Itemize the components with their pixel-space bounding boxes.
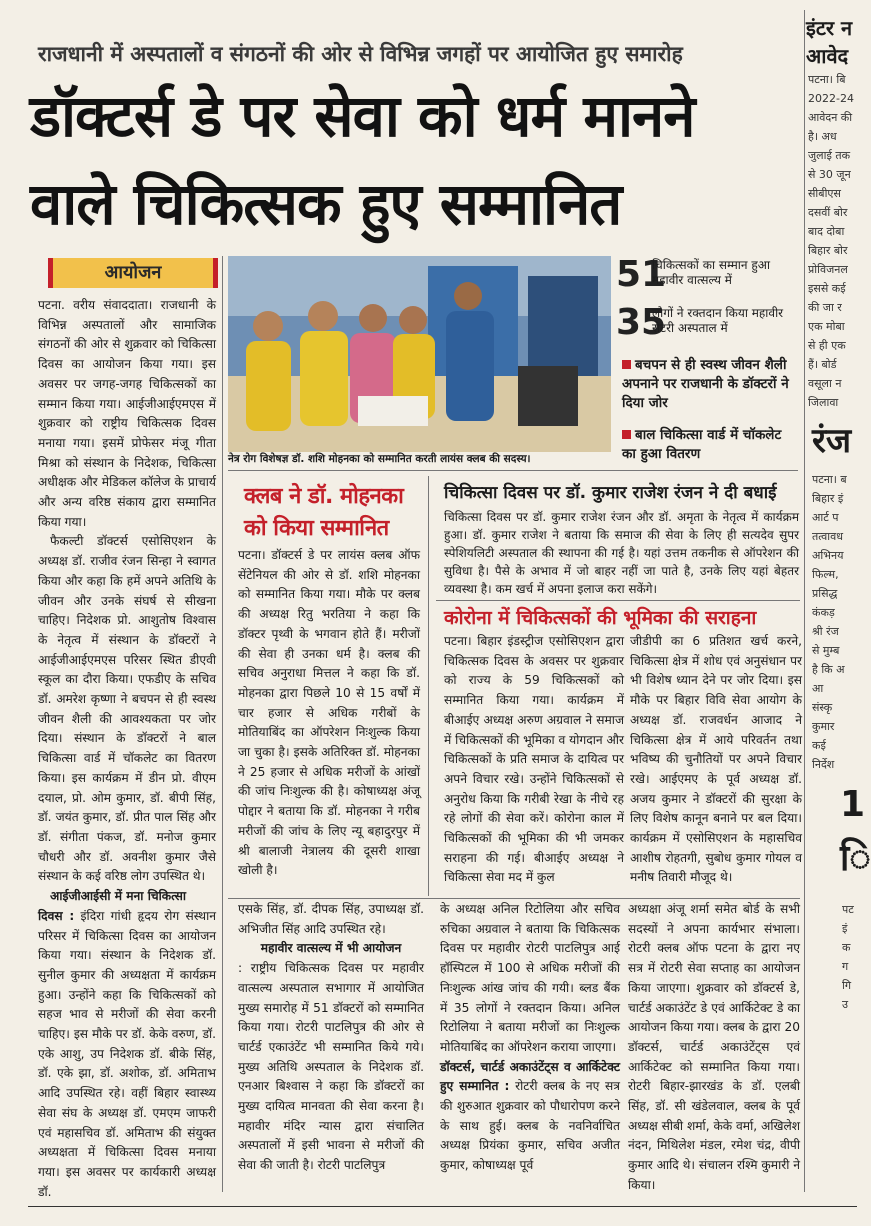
stat-text: लोगों ने रक्तदान किया महावीर रोटरी अस्पताल में bbox=[652, 306, 784, 335]
highlight-bullet-1 bbox=[622, 356, 792, 413]
side-story-line: है। अध bbox=[808, 130, 837, 143]
side-story-line: जुलाई तक bbox=[808, 149, 851, 162]
mahavir-story-body: : राष्ट्रीय चिकित्सक दिवस पर महावीर वात्सल्य अस्पताल सभागार में आयोजित मुख्य समारोह में 51 डॉक्टरों को सम्मानित किया गया। रोटरी पाटलिपुत्र की ओर से चार्टर्ड एकाउंटेंट भी सम्मानित किये गये। मुख्य अतिथि अस्पताल के निदेशक डॉ. एनआर बिश्वास ने कहा कि डॉक्टरों का मुख्य दायित्व मानवता की सेवा करना है। महावीर मंदिर न्यास द्वारा संचालित अस्पतालों में इसी भावना से मरीजों की सेवा की जाती है। रोटरी पाटलिपुत्र bbox=[238, 961, 424, 1173]
side-story-line: आवेदन की bbox=[808, 111, 853, 124]
side-story-line: कई bbox=[812, 739, 826, 752]
left-column-para-1: पटना. वरीय संवाददाता। राजधानी के विभिन्न अस्पतालों और सामाजिक संगठनों की ओर से शुक्रवार को चिकित्सा दिवस का आयोजन किया गया। इस अवसर पर जगह-जगह चिकित्सकों का सम्मान किया गया। आईजीआईएमएस में शुक्रवार को राष्ट्रीय चिकित्सक दिवस मनाया गया। इसमें प्रोफेसर मंजू गीता मिश्रा को संस्थान के निदेशक, चिकित्सा अधीक्षक और मेडिकल कॉलेज के प्राचार्य और अन्य वरिष्ठ संकाय द्वारा सम्मानित किया गया। bbox=[38, 298, 216, 529]
mahavir-story-subhead: महावीर वात्सल्य में भी आयोजन bbox=[260, 941, 402, 956]
side-story-line: है कि अ bbox=[812, 663, 845, 676]
side-story-line: क bbox=[842, 941, 851, 954]
lions-story-heading-1: क्लब ने डॉ. मोहनका bbox=[244, 484, 404, 509]
side-story-heading-4: 1 bbox=[840, 784, 866, 825]
left-column-subhead: आईजीआईसी में मना चिकित्सा bbox=[50, 889, 186, 904]
highlight-bullet-text: बाल चिकित्सा वार्ड में चॉकलेट का हुआ वितरण bbox=[622, 427, 782, 462]
kumar-story-heading: चिकित्सा दिवस पर डॉ. कुमार राजेश रंजन ने दी बधाई bbox=[444, 483, 777, 503]
stat-text: चिकित्सकों का सम्मान हुआ महावीर वात्सल्य में bbox=[652, 258, 770, 287]
left-column bbox=[38, 296, 216, 1199]
side-story-line: तत्वावध bbox=[812, 530, 844, 543]
kicker: राजधानी में अस्पतालों व संगठनों की ओर से विभिन्न जगहों पर आयोजित हुए समारोह bbox=[38, 42, 683, 66]
side-story-line: सीबीएस bbox=[808, 187, 841, 200]
side-story-heading-1: इंटर न bbox=[806, 16, 853, 40]
side-story-line: एक मोबा bbox=[808, 320, 845, 333]
rotary-story-col-2: अध्यक्षा अंजू शर्मा समेत बोर्ड के सभी सदस्यों ने अपना कार्यभार संभाला। रोटरी क्लब ऑफ पटना के द्वारा नए सत्र में रोटरी सेवा सप्ताह का आयोजन किया जाएगा। शुक्रवार को डॉक्टर्स डे, चार्टर्ड अकाउंटेंट डे एवं आर्किटेक्ट डे का आयोजन किया गया। क्लब के द्वारा 20 डॉक्टर्स, चार्टर्ड अकाउंटेंट्स एवं आर्किटेक्ट को सम्मानित किया गया। रोटरी बिहार-झारखंड के डॉ. एलबी सिंह, डॉ. सी खंडेलवाल, क्लब के पूर्व अध्यक्ष सीबी शर्मा, केके वर्मा, अखिलेश नंदन, मिथिलेश मंडल, रमेश चंद्र, वीपी कुमार आदि थे। संचालन रश्मि कुमारी ने किया। bbox=[628, 902, 801, 1192]
side-story-line: बाद दोबा bbox=[808, 225, 845, 238]
stat-number: 51 bbox=[616, 254, 667, 295]
side-story-heading-5: ि bbox=[840, 838, 871, 879]
side-story-heading-3: रंज bbox=[812, 421, 852, 461]
stat-51 bbox=[616, 254, 796, 300]
side-story-line: पटना। ब bbox=[812, 473, 847, 486]
left-column-para-3-lead: दिवस : bbox=[38, 908, 75, 923]
side-story-line: अभिनय bbox=[812, 549, 844, 562]
side-story-line: वसूला न bbox=[808, 377, 842, 390]
side-story-line: प्रसिद्ध bbox=[812, 587, 838, 600]
headline-line-1: डॉक्टर्स डे पर सेवा को धर्म मानने bbox=[30, 82, 695, 150]
side-story-line: पट bbox=[842, 903, 854, 916]
side-story-line: दसवीं बोर bbox=[808, 206, 848, 219]
side-story-line: जिलावा bbox=[808, 396, 839, 409]
corona-story-col-1: पटना। बिहार इंडस्ट्रीज एसोसिएशन द्वारा चिकित्सक दिवस के अवसर पर शुक्रवार को राज्य के 59 चिकित्सकों को सम्मानित किया गया। कार्यक्रम में बीआईए अध्यक्ष अरुण अग्रवाल ने समाज में चिकित्सकों की भूमिका व योगदान और चिकित्सकों के प्रति समाज के दायित्व पर अपने विचार रखे। उन्होंने चिकित्सकों से अनुरोध किया कि गरीबी रेखा के नीचे रह रहे लोगों की सेवा करें। कोरोना काल में चिकित्सकों की भूमिका की भी जमकर सराहना की गई। बीआईए अध्यक्ष ने चिकित्सा सेवा मद में कुल bbox=[444, 634, 624, 885]
side-story-line: श्री रंज bbox=[812, 625, 839, 638]
highlight-bullet-2 bbox=[622, 426, 792, 464]
mid-rule bbox=[228, 898, 800, 899]
bullet-square-icon bbox=[622, 360, 631, 369]
lions-story-body: पटना। डॉक्टर्स डे पर लायंस क्लब ऑफ सेंटेनियल की ओर से डॉ. शशि मोहनका को सम्मानित किया गया। मौके पर क्लब की अध्यक्ष रितु भरतिया ने कहा कि डॉक्टर पृथ्वी के भगवान होते हैं। मरीजों की सेवा ही उनका धर्म है। क्लब की सचिव अनुराधा मित्तल ने कहा कि डॉ. मोहनका द्वारा पिछले 10 से 15 वर्षों में चार हजार से अधिक गरीबों के मोतियाबिंद का ऑपरेशन निःशुल्क किया जा चुका है। इसके अतिरिक्त डॉ. मोहनका ने 25 हजार से अधिक मरीजों के आंखों की जांच निःशुल्क की है। कोषाध्यक्ष अंजू पोद्दार ने बताया कि डॉ. मोहनका ने गरीब मरीजों की जांच के लिए न्यू बहादुरपुर में श्री बालाजी नेत्रालय की दूसरी शाखा खोली है। bbox=[238, 548, 420, 878]
photo-bottom-rule bbox=[228, 470, 798, 471]
left-column-para-3-text: इंदिरा गांधी हृदय रोग संस्थान परिसर में चिकित्सा दिवस का आयोजन किया गया। संस्थान के निदेशक डॉ. सुनील कुमार की अध्यक्षता में कार्यक्रम हुआ। उन्होंने कहा कि चिकित्सकों को सहज भाव से मरीजों की सेवा करनी चाहिए। इस मौके पर डॉ. केके वरुण, डॉ. एके आशु, उप निदेशक डॉ. बीके सिंह, डॉ. एके झा, डॉ. अशोक, डॉ. अमिताभ आदि उपस्थित रहे। वहीं बिहार स्वास्थ्य सेवा संघ के अध्यक्ष डॉ. एमएम जाफरी एवं महासचिव डॉ. अमिताभ की संयुक्त अध्यक्षता में चिकित्सा दिवस मनाया गया। इस अवसर पर कार्यकारी अध्यक्ष डॉ. bbox=[38, 908, 216, 1199]
side-story-line: आर्ट प bbox=[812, 511, 839, 524]
side-story-line: हैं। बोर्ड bbox=[808, 358, 837, 371]
photo-caption: नेत्र रोग विशेषज्ञ डॉ. शशि मोहनका को सम्मानित करती लायंस क्लब की सदस्य। bbox=[228, 453, 531, 465]
mahavir-story-intro: एसके सिंह, डॉ. दीपक सिंह, उपाध्यक्ष डॉ. अभिजीत सिंह आदि उपस्थित रहे। bbox=[238, 902, 424, 936]
rotary-story-col-1 bbox=[440, 900, 620, 1192]
side-story-line: प्रोविजनल bbox=[808, 263, 848, 276]
event-photo bbox=[228, 256, 611, 452]
side-story-line: से 30 जून bbox=[808, 168, 851, 181]
corona-story-col-2: जीडीपी का 6 प्रतिशत खर्च करने, चिकित्सा क्षेत्र में शोध एवं अनुसंधान पर भी विशेष ध्यान देने पर जोर दिया। इस मौके पर बिहार विवि सेवा आयोग के अध्यक्ष डॉ. राजवर्धन आजाद ने चिकित्सा क्षेत्र में आये परिवर्तन तथा भविष्य की चुनौतियों पर अपने विचार रखे। आईएमए के पूर्व अध्यक्ष डॉ. अजय कुमार ने डॉक्टरों की सुरक्षा के लिए विशेष कानून बनाने पर बल दिया। कार्यक्रम में एसोसिएशन के महासचिव आशीष रोहतगी, सुबोध कुमार गोयल व मनीष तिवारी मौजूद थे। bbox=[630, 634, 802, 885]
side-story-line: बिहार बोर bbox=[808, 244, 848, 257]
side-divider bbox=[804, 10, 805, 1192]
left-column-para-3 bbox=[38, 907, 216, 1203]
side-story-heading-2: आवेद bbox=[806, 44, 849, 68]
side-story-line: कुमार bbox=[812, 720, 835, 733]
left-column-para-2: फैकल्टी डॉक्टर्स एसोसिएशन के अध्यक्ष डॉ. राजीव रंजन सिन्हा ने स्वागत किया और कहा कि हमें अपने अतिथि के जीवन और उनके संघर्ष से सीखना चाहिए। निदेशक प्रो. आशुतोष विश्वास के नेतृत्व में संस्थान के डॉक्टरों ने आईजीआईएमएस परिसर स्थित डीएवी स्कूल का दौरा किया। एफडीए के सचिव डॉ. अमरेश कृष्णा ने बचपन से ही स्वस्थ जीवन शैली की आवश्यकता पर जोर दिया। संस्थान के डॉक्टरों ने बाल चिकित्सा वार्ड में चॉकलेट का वितरण किया। इस कार्यक्रम में डीन प्रो. वीएम दयाल, प्रो. ओम कुमार, डॉ. बीपी सिंह, डॉ. जयंत कुमार, डॉ. प्रीत पाल सिंह और डॉ. संगीता पंकज, डॉ. मनोज कुमार चौधरी और डॉ. अवनीश कुमार जैसे संस्थान के कई वरिष्ठ लोग उपस्थित थे। bbox=[38, 534, 216, 884]
side-story-line: कंकड़ bbox=[812, 606, 835, 619]
side-story-body bbox=[808, 70, 857, 412]
side-story-line: ग bbox=[842, 960, 849, 973]
section-tag bbox=[48, 258, 218, 288]
side-story-line: गि bbox=[842, 979, 852, 992]
event-photo-image bbox=[228, 256, 611, 452]
rotary-story-para-2-text: रोटरी क्लब के नए सत्र की शुरुआत शुक्रवार को पौधारोपण करने के साथ हुई। क्लब के नवनिर्वाचित अध्यक्ष प्रियंका कुमार, सचिव अजीत कुमार, कोषाध्यक्ष पूर्व bbox=[440, 1079, 620, 1173]
headline-line-2: वाले चिकित्सक हुए सम्मानित bbox=[30, 170, 622, 238]
stat-35 bbox=[616, 302, 796, 348]
side-story-line: उ bbox=[842, 998, 849, 1011]
rotary-story-para-1: के अध्यक्ष अनिल रिटोलिया और सचिव रुचिका अग्रवाल ने बताया कि चिकित्सक दिवस पर महावीर रोटरी पाटलिपुत्र आई हॉस्पिटल में 100 से अधिक मरीजों की निःशुल्क आंख जांच की गयी। ब्लड बैंक में 35 लोगों ने रक्तदान किया। अनिल रिटोलिया ने बताया मरीजों का निःशुल्क मोतियाबिंद का ऑपरेशन कराया जाएगा। bbox=[440, 902, 620, 1054]
column-divider bbox=[222, 256, 223, 1192]
column-divider bbox=[428, 476, 429, 896]
page-bottom-rule bbox=[28, 1206, 857, 1207]
side-story-body-3 bbox=[842, 900, 857, 1014]
side-story-line: बिहार इं bbox=[812, 492, 844, 505]
corona-story-heading: कोरोना में चिकित्सकों की भूमिका की सराहना bbox=[444, 607, 757, 629]
side-story-line: से ही एक bbox=[808, 339, 846, 352]
kumar-story-rule bbox=[436, 600, 800, 601]
lions-story-heading-2: को किया सम्मानित bbox=[244, 516, 389, 541]
side-story-line: पटना। बि bbox=[808, 73, 846, 86]
section-tag-label: आयोजन bbox=[104, 262, 162, 283]
side-story-line: फिल्म, bbox=[812, 568, 839, 581]
kumar-story-body: चिकित्सा दिवस पर डॉ. कुमार राजेश रंजन और डॉ. अमृता के नेतृत्व में कार्यक्रम हुआ। डॉ. कुमार राजेश ने बताया कि समाज की सेवा के लिए ही सत्यदेव सुपर स्पेशियलिटी अस्पताल की स्थापना की गई है। यहां उत्तम तकनीक से ऑपरेशन की सुविधा है। पैसे के अभाव में जो बाहर नहीं जा पाते है, उनके लिए यहां बेहतर व्यवस्था है। कम खर्च में अपना इलाज करा सकेंगे। bbox=[444, 510, 799, 596]
side-story-body-2 bbox=[812, 470, 857, 774]
mahavir-story bbox=[238, 900, 424, 1192]
side-story-line: निर्देश bbox=[812, 758, 835, 771]
side-story-line: संस्कृ bbox=[812, 701, 833, 714]
rotary-story-para-2 bbox=[440, 1058, 620, 1176]
bullet-square-icon bbox=[622, 430, 631, 439]
side-story-line: 2022-24 bbox=[808, 92, 854, 105]
side-story-line: इससे कई bbox=[808, 282, 846, 295]
rotary-story-subhead: डॉक्टर्स, चार्टर्ड अकाउंटेंट्स व आर्किटेक्ट हुए सम्मानित : bbox=[440, 1059, 620, 1094]
highlight-bullet-text: बचपन से ही स्वस्थ जीवन शैली अपनाने पर राजधानी के डॉक्टरों ने दिया जोर bbox=[622, 357, 789, 411]
side-story-line: इं bbox=[842, 922, 848, 935]
side-story-line: की जा र bbox=[808, 301, 842, 314]
side-story-line: आ bbox=[812, 682, 824, 695]
stat-number: 35 bbox=[616, 302, 667, 343]
side-story-line: से मुम्ब bbox=[812, 644, 840, 657]
